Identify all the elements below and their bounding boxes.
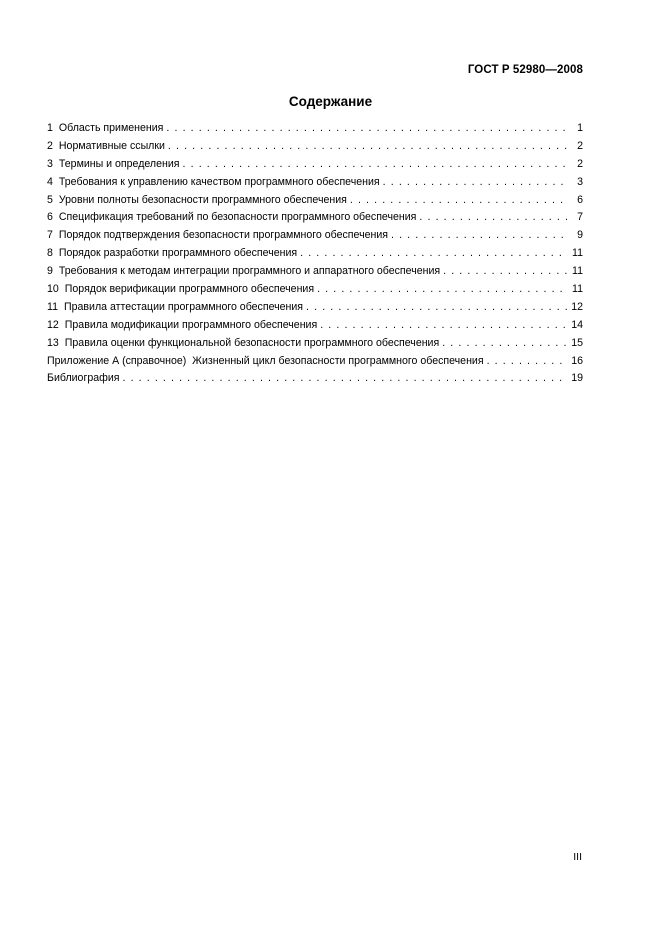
page-number: III — [573, 851, 582, 863]
document-code: ГОСТ Р 52980—2008 — [467, 64, 583, 76]
toc-entry-title: Правила оценки функциональной безопасности программного обеспечения — [64, 336, 440, 349]
toc-title: Содержание — [288, 94, 373, 109]
toc-entry[interactable] — [47, 138, 583, 156]
toc-entry[interactable] — [47, 120, 583, 138]
toc-entry-title: Библиография — [47, 372, 120, 385]
toc-leader-dots — [383, 174, 569, 192]
toc-entry-number: 3 — [47, 157, 53, 170]
toc-leader-dots — [443, 263, 568, 281]
toc-entry[interactable] — [47, 281, 583, 299]
toc-entry-number: 9 — [47, 265, 53, 278]
toc-entry-title: Требования к управлению качеством программного обеспечения — [58, 175, 380, 188]
toc-entry[interactable] — [47, 209, 583, 227]
toc-leader-dots — [317, 281, 568, 299]
toc-entry-page: 7 — [577, 211, 583, 224]
toc-entry[interactable] — [47, 174, 583, 192]
toc-entry[interactable] — [47, 335, 583, 353]
toc-entry-title: Порядок разработки программного обеспечения — [58, 247, 298, 260]
toc-leader-dots — [350, 192, 569, 210]
toc-entry-page: 12 — [571, 300, 583, 313]
toc-entry-page: 16 — [571, 354, 583, 367]
toc-entry-number: 5 — [47, 193, 53, 206]
toc-entry-title: Область применения — [58, 122, 164, 134]
toc-entry-page: 15 — [571, 336, 583, 349]
toc-entry-number: 7 — [47, 229, 53, 242]
toc-entry[interactable] — [47, 317, 583, 335]
toc-entry-title: Термины и определения — [58, 157, 180, 170]
toc-leader-dots — [166, 120, 569, 138]
toc-entry-number: 11 — [47, 300, 58, 313]
toc-entry[interactable] — [47, 192, 583, 210]
toc-entry-number: 13 — [47, 336, 59, 349]
toc-entry-number: 4 — [47, 175, 53, 188]
toc-entry-title: Спецификация требований по безопасности программного обеспечения — [58, 211, 417, 224]
toc-entry-title: Порядок верификации программного обеспечения — [64, 283, 315, 296]
toc-entry-bibliography[interactable] — [47, 370, 583, 388]
toc-entry-page: 11 — [572, 247, 583, 260]
toc-entry-title: Порядок подтверждения безопасности программного обеспечения — [58, 229, 388, 242]
toc-entry-page: 2 — [577, 157, 583, 170]
toc-entry-page: 1 — [577, 122, 583, 134]
toc-leader-dots — [442, 335, 567, 353]
table-of-contents — [47, 120, 583, 388]
toc-entry-title: Нормативные ссылки — [58, 139, 165, 152]
toc-entry-page: 2 — [577, 139, 583, 152]
toc-leader-dots — [487, 353, 568, 371]
toc-entry-number: 10 — [47, 283, 59, 296]
toc-entry-number: 2 — [47, 139, 53, 152]
toc-entry[interactable] — [47, 263, 583, 281]
toc-leader-dots — [183, 156, 569, 174]
toc-entry-page: 14 — [571, 318, 583, 331]
toc-entry-appendix[interactable] — [47, 353, 583, 371]
toc-entry[interactable] — [47, 299, 583, 317]
toc-entry[interactable] — [47, 227, 583, 245]
toc-entry-page: 3 — [577, 175, 583, 188]
toc-entry-page: 9 — [577, 229, 583, 242]
toc-leader-dots — [419, 209, 569, 227]
toc-entry-title: Приложение А (справочное) Жизненный цикл безопасности программного обеспечения — [47, 354, 484, 367]
toc-entry-page: 11 — [572, 265, 583, 278]
toc-entry-page: 6 — [577, 193, 583, 206]
toc-leader-dots — [122, 370, 567, 388]
toc-entry-title: Правила аттестации программного обеспечения — [64, 300, 304, 313]
toc-entry-number: 6 — [47, 211, 53, 224]
toc-entry-page: 19 — [571, 372, 583, 385]
toc-leader-dots — [306, 299, 567, 317]
toc-entry-title: Правила модификации программного обеспечения — [64, 318, 318, 331]
toc-leader-dots — [320, 317, 567, 335]
toc-leader-dots — [300, 245, 568, 263]
toc-leader-dots — [391, 227, 569, 245]
toc-entry[interactable] — [47, 245, 583, 263]
toc-entry[interactable] — [47, 156, 583, 174]
toc-entry-title: Требования к методам интеграции программного и аппаратного обеспечения — [58, 265, 441, 278]
toc-entry-number: 8 — [47, 247, 53, 260]
toc-entry-page: 11 — [572, 283, 583, 296]
toc-entry-number: 1 — [47, 122, 53, 134]
toc-entry-title: Уровни полноты безопасности программного обеспечения — [58, 193, 347, 206]
toc-leader-dots — [168, 138, 569, 156]
toc-entry-number: 12 — [47, 318, 59, 331]
